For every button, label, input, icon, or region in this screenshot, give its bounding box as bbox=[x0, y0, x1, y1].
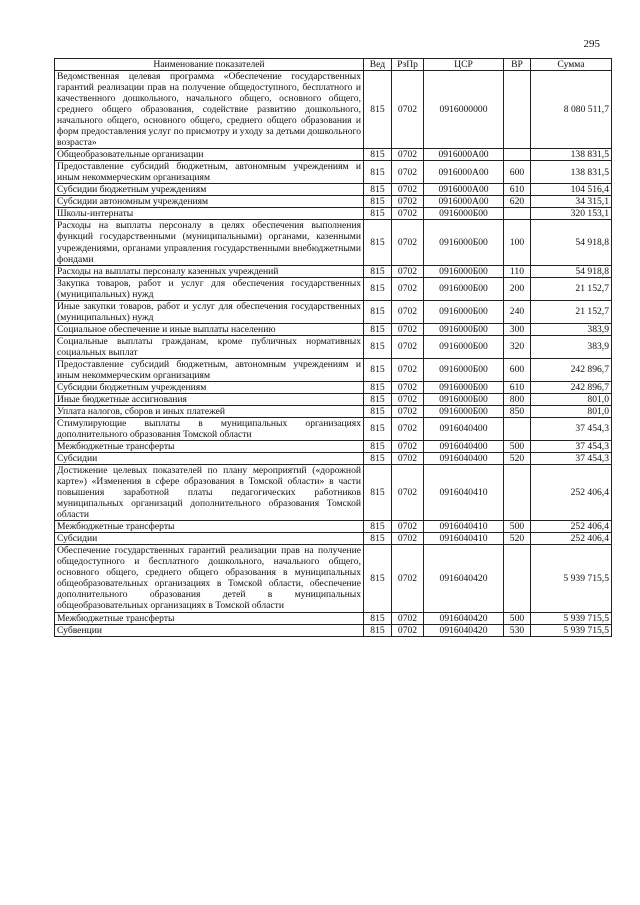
row-name: Обеспечение государственных гарантий реализации прав на получение общедоступного и бесплатного дошкольного, начального общего, основного общего, среднего общего образования в муниципальных общеобразовательных организациях в Томской области, обеспечение дополнительного образования детей в муниципальных общеобразовательных организациях в Томской области bbox=[55, 545, 364, 612]
row-ved: 815 bbox=[364, 335, 392, 358]
row-sum: 252 406,4 bbox=[531, 521, 612, 533]
row-csr: 0916000Б00 bbox=[424, 265, 504, 277]
header-csr: ЦСР bbox=[424, 59, 504, 71]
table-row bbox=[55, 393, 612, 405]
header-rzpr: РзПр bbox=[392, 59, 424, 71]
row-name: Субсидии bbox=[55, 533, 364, 545]
row-vr: 300 bbox=[504, 323, 531, 335]
row-csr: 0916040420 bbox=[424, 545, 504, 612]
row-rzpr: 0702 bbox=[392, 208, 424, 220]
table-row bbox=[55, 453, 612, 465]
row-csr: 0916040410 bbox=[424, 465, 504, 521]
row-ved: 815 bbox=[364, 208, 392, 220]
row-csr: 0916000Б00 bbox=[424, 393, 504, 405]
row-name: Иные закупки товаров, работ и услуг для обеспечения государственных (муниципальных) нужд bbox=[55, 300, 364, 323]
table-row bbox=[55, 465, 612, 521]
row-rzpr: 0702 bbox=[392, 393, 424, 405]
row-sum: 34 315,1 bbox=[531, 196, 612, 208]
row-sum: 383,9 bbox=[531, 323, 612, 335]
row-rzpr: 0702 bbox=[392, 381, 424, 393]
table-header-row bbox=[55, 59, 612, 71]
table-row bbox=[55, 184, 612, 196]
row-csr: 0916040410 bbox=[424, 533, 504, 545]
row-name: Закупка товаров, работ и услуг для обеспечения государственных (муниципальных) нужд bbox=[55, 277, 364, 300]
row-rzpr: 0702 bbox=[392, 612, 424, 624]
row-rzpr: 0702 bbox=[392, 453, 424, 465]
row-vr: 320 bbox=[504, 335, 531, 358]
row-sum: 801,0 bbox=[531, 405, 612, 417]
row-csr: 0916000Б00 bbox=[424, 335, 504, 358]
header-ved: Вед bbox=[364, 59, 392, 71]
row-vr: 520 bbox=[504, 453, 531, 465]
table-row bbox=[55, 545, 612, 612]
row-ved: 815 bbox=[364, 300, 392, 323]
row-csr: 0916000А00 bbox=[424, 161, 504, 184]
table-row bbox=[55, 612, 612, 624]
row-vr: 530 bbox=[504, 624, 531, 636]
row-ved: 815 bbox=[364, 624, 392, 636]
table-row bbox=[55, 533, 612, 545]
row-name: Субсидии бюджетным учреждениям bbox=[55, 381, 364, 393]
row-name: Уплата налогов, сборов и иных платежей bbox=[55, 405, 364, 417]
row-name: Расходы на выплаты персоналу в целях обеспечения выполнения функций государственными (муниципальными) органами, казенными учреждениями, органами управления государственными внебюджетными фондами bbox=[55, 220, 364, 265]
row-vr: 520 bbox=[504, 533, 531, 545]
row-rzpr: 0702 bbox=[392, 624, 424, 636]
row-sum: 801,0 bbox=[531, 393, 612, 405]
row-csr: 0916000А00 bbox=[424, 149, 504, 161]
row-ved: 815 bbox=[364, 220, 392, 265]
row-vr: 800 bbox=[504, 393, 531, 405]
row-csr: 0916000Б00 bbox=[424, 208, 504, 220]
row-vr bbox=[504, 545, 531, 612]
table-row bbox=[55, 220, 612, 265]
row-vr: 610 bbox=[504, 184, 531, 196]
row-sum: 138 831,5 bbox=[531, 161, 612, 184]
row-sum: 8 080 511,7 bbox=[531, 71, 612, 149]
row-csr: 0916040400 bbox=[424, 417, 504, 440]
row-vr: 240 bbox=[504, 300, 531, 323]
row-ved: 815 bbox=[364, 381, 392, 393]
row-ved: 815 bbox=[364, 358, 392, 381]
table-row bbox=[55, 300, 612, 323]
row-vr: 600 bbox=[504, 358, 531, 381]
table-row bbox=[55, 405, 612, 417]
row-ved: 815 bbox=[364, 149, 392, 161]
row-vr: 500 bbox=[504, 441, 531, 453]
table-row bbox=[55, 208, 612, 220]
row-rzpr: 0702 bbox=[392, 196, 424, 208]
row-name: Расходы на выплаты персоналу казенных учреждений bbox=[55, 265, 364, 277]
row-rzpr: 0702 bbox=[392, 441, 424, 453]
row-name: Субсидии автономным учреждениям bbox=[55, 196, 364, 208]
table-row bbox=[55, 417, 612, 440]
row-ved: 815 bbox=[364, 161, 392, 184]
row-ved: 815 bbox=[364, 323, 392, 335]
row-csr: 0916040420 bbox=[424, 624, 504, 636]
row-csr: 0916040410 bbox=[424, 521, 504, 533]
row-sum: 37 454,3 bbox=[531, 453, 612, 465]
row-ved: 815 bbox=[364, 521, 392, 533]
row-sum: 383,9 bbox=[531, 335, 612, 358]
row-sum: 5 939 715,5 bbox=[531, 612, 612, 624]
row-csr: 0916000А00 bbox=[424, 184, 504, 196]
header-vr: ВР bbox=[504, 59, 531, 71]
row-name: Иные бюджетные ассигнования bbox=[55, 393, 364, 405]
row-ved: 815 bbox=[364, 417, 392, 440]
row-vr bbox=[504, 208, 531, 220]
row-sum: 252 406,4 bbox=[531, 533, 612, 545]
row-rzpr: 0702 bbox=[392, 323, 424, 335]
row-rzpr: 0702 bbox=[392, 277, 424, 300]
row-rzpr: 0702 bbox=[392, 358, 424, 381]
row-vr bbox=[504, 149, 531, 161]
row-rzpr: 0702 bbox=[392, 533, 424, 545]
row-name: Школы-интернаты bbox=[55, 208, 364, 220]
table-row bbox=[55, 441, 612, 453]
row-name: Ведомственная целевая программа «Обеспечение государственных гарантий реализации прав на получение общедоступного, бесплатного и качественного дошкольного, начального общего, основного общего, среднего общего образования, содействие развитию дошкольного, начального общего, основного общего, среднего общего образования и форм предоставления услуг по присмотру и уходу за детьми дошкольного возраста» bbox=[55, 71, 364, 149]
row-csr: 0916000Б00 bbox=[424, 323, 504, 335]
row-name: Социальное обеспечение и иные выплаты населению bbox=[55, 323, 364, 335]
row-ved: 815 bbox=[364, 533, 392, 545]
page-number: 295 bbox=[583, 38, 600, 50]
row-sum: 242 896,7 bbox=[531, 381, 612, 393]
row-ved: 815 bbox=[364, 612, 392, 624]
row-csr: 0916040400 bbox=[424, 441, 504, 453]
row-rzpr: 0702 bbox=[392, 161, 424, 184]
row-ved: 815 bbox=[364, 277, 392, 300]
table-row bbox=[55, 358, 612, 381]
row-name: Социальные выплаты гражданам, кроме публичных нормативных социальных выплат bbox=[55, 335, 364, 358]
row-rzpr: 0702 bbox=[392, 265, 424, 277]
row-rzpr: 0702 bbox=[392, 184, 424, 196]
header-name: Наименование показателей bbox=[55, 59, 364, 71]
row-csr: 0916000Б00 bbox=[424, 277, 504, 300]
row-sum: 5 939 715,5 bbox=[531, 545, 612, 612]
row-sum: 252 406,4 bbox=[531, 465, 612, 521]
table-row bbox=[55, 335, 612, 358]
row-sum: 21 152,7 bbox=[531, 277, 612, 300]
row-sum: 37 454,3 bbox=[531, 441, 612, 453]
row-vr: 600 bbox=[504, 161, 531, 184]
row-sum: 37 454,3 bbox=[531, 417, 612, 440]
table-row bbox=[55, 323, 612, 335]
row-rzpr: 0702 bbox=[392, 405, 424, 417]
row-ved: 815 bbox=[364, 405, 392, 417]
row-ved: 815 bbox=[364, 545, 392, 612]
row-name: Предоставление субсидий бюджетным, автономным учреждениям и иным некоммерческим организациям bbox=[55, 358, 364, 381]
row-name: Субвенции bbox=[55, 624, 364, 636]
row-sum: 54 918,8 bbox=[531, 220, 612, 265]
row-vr: 110 bbox=[504, 265, 531, 277]
row-rzpr: 0702 bbox=[392, 300, 424, 323]
row-vr: 100 bbox=[504, 220, 531, 265]
row-rzpr: 0702 bbox=[392, 149, 424, 161]
row-name: Межбюджетные трансферты bbox=[55, 521, 364, 533]
row-vr: 500 bbox=[504, 521, 531, 533]
row-csr: 0916000Б00 bbox=[424, 300, 504, 323]
row-name: Межбюджетные трансферты bbox=[55, 612, 364, 624]
row-vr: 500 bbox=[504, 612, 531, 624]
row-rzpr: 0702 bbox=[392, 335, 424, 358]
row-csr: 0916040400 bbox=[424, 453, 504, 465]
row-csr: 0916000А00 bbox=[424, 196, 504, 208]
row-name: Предоставление субсидий бюджетным, автономным учреждениям и иным некоммерческим организациям bbox=[55, 161, 364, 184]
row-ved: 815 bbox=[364, 71, 392, 149]
row-csr: 0916000Б00 bbox=[424, 220, 504, 265]
table-row bbox=[55, 521, 612, 533]
row-csr: 0916000Б00 bbox=[424, 405, 504, 417]
row-rzpr: 0702 bbox=[392, 521, 424, 533]
row-sum: 54 918,8 bbox=[531, 265, 612, 277]
row-sum: 21 152,7 bbox=[531, 300, 612, 323]
row-ved: 815 bbox=[364, 265, 392, 277]
row-name: Субсидии bbox=[55, 453, 364, 465]
row-ved: 815 bbox=[364, 184, 392, 196]
row-sum: 104 516,4 bbox=[531, 184, 612, 196]
row-name: Достижение целевых показателей по плану мероприятий («дорожной карте») «Изменения в сфере образования в Томской области» в части повышения заработной платы педагогических работников муниципальных организаций дополнительного образования Томской области bbox=[55, 465, 364, 521]
row-vr bbox=[504, 417, 531, 440]
row-vr: 610 bbox=[504, 381, 531, 393]
row-rzpr: 0702 bbox=[392, 545, 424, 612]
row-ved: 815 bbox=[364, 465, 392, 521]
row-ved: 815 bbox=[364, 393, 392, 405]
row-name: Межбюджетные трансферты bbox=[55, 441, 364, 453]
table-row bbox=[55, 624, 612, 636]
header-sum: Сумма bbox=[531, 59, 612, 71]
row-sum: 242 896,7 bbox=[531, 358, 612, 381]
table-row bbox=[55, 277, 612, 300]
row-vr: 850 bbox=[504, 405, 531, 417]
row-csr: 0916040420 bbox=[424, 612, 504, 624]
row-vr bbox=[504, 465, 531, 521]
row-name: Общеобразовательные организации bbox=[55, 149, 364, 161]
row-sum: 138 831,5 bbox=[531, 149, 612, 161]
row-ved: 815 bbox=[364, 196, 392, 208]
table-row bbox=[55, 71, 612, 149]
row-rzpr: 0702 bbox=[392, 71, 424, 149]
row-vr bbox=[504, 71, 531, 149]
table-row bbox=[55, 265, 612, 277]
row-vr: 200 bbox=[504, 277, 531, 300]
row-csr: 0916000Б00 bbox=[424, 381, 504, 393]
table-row bbox=[55, 161, 612, 184]
row-rzpr: 0702 bbox=[392, 417, 424, 440]
row-sum: 320 153,1 bbox=[531, 208, 612, 220]
row-ved: 815 bbox=[364, 441, 392, 453]
table-row bbox=[55, 196, 612, 208]
table-row bbox=[55, 149, 612, 161]
row-ved: 815 bbox=[364, 453, 392, 465]
row-name: Субсидии бюджетным учреждениям bbox=[55, 184, 364, 196]
row-rzpr: 0702 bbox=[392, 220, 424, 265]
row-csr: 0916000Б00 bbox=[424, 358, 504, 381]
row-csr: 0916000000 bbox=[424, 71, 504, 149]
row-sum: 5 939 715,5 bbox=[531, 624, 612, 636]
table-row bbox=[55, 381, 612, 393]
budget-table bbox=[54, 58, 612, 637]
row-rzpr: 0702 bbox=[392, 465, 424, 521]
row-vr: 620 bbox=[504, 196, 531, 208]
row-name: Стимулирующие выплаты в муниципальных организациях дополнительного образования Томской области bbox=[55, 417, 364, 440]
